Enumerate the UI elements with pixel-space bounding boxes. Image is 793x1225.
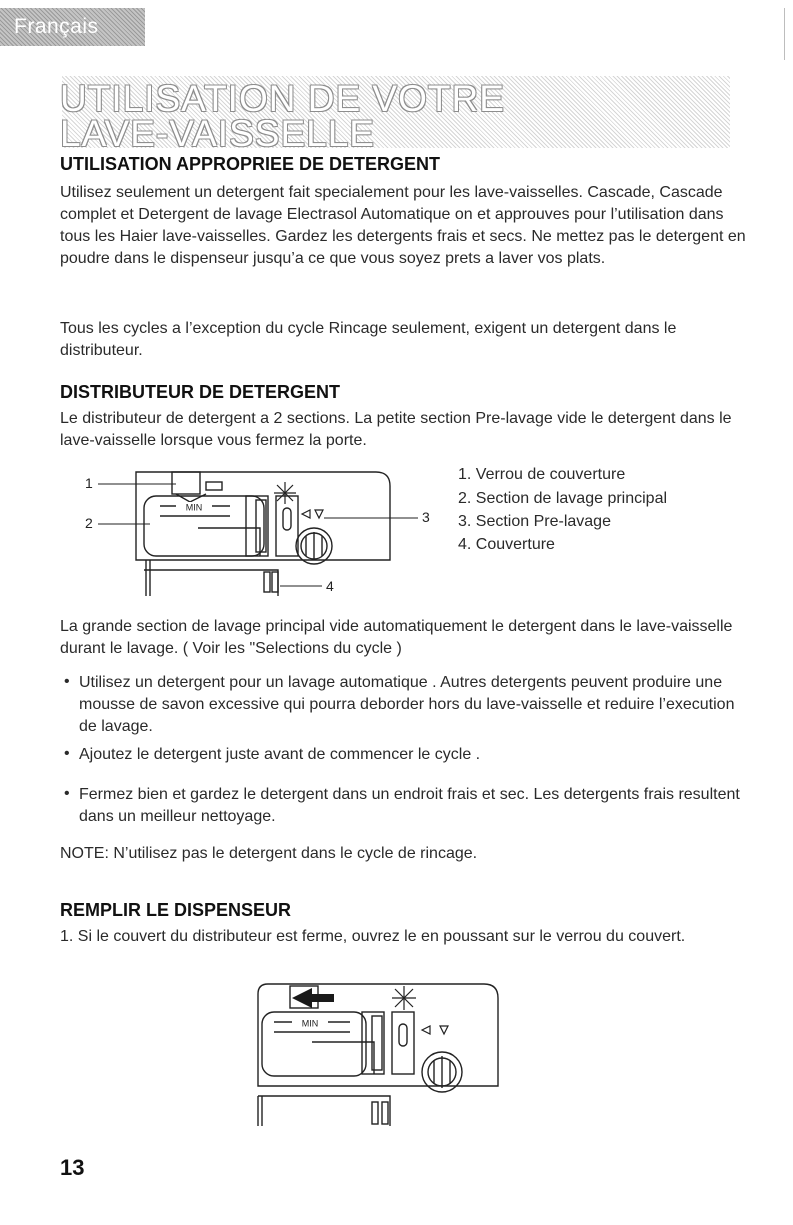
margin-rule — [784, 8, 785, 60]
bullet-icon: • — [64, 745, 70, 762]
section-heading-fill-dispenser: REMPLIR LE DISPENSEUR — [60, 900, 292, 920]
min-label: MIN — [301, 1018, 319, 1029]
note: NOTE: N’utilisez pas le detergent dans le cycle de rincage. — [60, 845, 478, 862]
callout-3: 3 — [422, 509, 430, 525]
section-heading-detergent-usage: UTILISATION APPROPRIEE DE DETERGENT — [60, 154, 441, 174]
callout-1: 1 — [85, 475, 93, 491]
bullet-item: • Ajoutez le detergent juste avant de commencer le cycle . — [64, 745, 481, 763]
dispenser-open-diagram — [254, 978, 504, 1128]
dispenser-diagram — [80, 468, 440, 598]
legend-item: 3. Section Pre-lavage — [458, 513, 611, 530]
bullet-icon: • — [64, 785, 70, 802]
language-tab-label: Français — [14, 15, 99, 38]
page-title-line-2: LAVE-VAISSELLE — [60, 113, 375, 154]
paragraph-detergent-usage: Utilisez seulement un detergent fait specialement pour les lave-vaisselles. Cascade, Cascade complet et Detergent de lavage Electrasol Automatique on et approuves pour l’utilisation dans tous les Haier lave-vaisselles. Gardez les detergents frais et secs. Ne mettez pas le detergent en poudre dans le dispenseur jusqu’a ce que vous soyez prets a laver vos plats. — [60, 184, 746, 267]
legend-item: 2. Section de lavage principal — [458, 490, 668, 507]
paragraph-dispenser-sections: Le distributeur de detergent a 2 sections. La petite section Pre-lavage vide le detergent dans le lave-vaisselle lorsque vous fermez la porte. — [60, 410, 732, 449]
page-title-line-1: UTILISATION DE VOTRE — [60, 78, 505, 119]
callout-4: 4 — [326, 578, 334, 594]
bullet-item: • Utilisez un detergent pour un lavage automatique . Autres detergents peuvent produire une mousse de savon excessive qui pourra deborder hors du lave-vaisselle et reduire l’execution de lavage. — [64, 673, 735, 735]
bullet-item: • Fermez bien et gardez le detergent dans un endroit frais et sec. Les detergents frais resultent dans un meilleur nettoyage. — [64, 785, 740, 825]
min-label: MIN — [185, 502, 203, 513]
paragraph-cycles: Tous les cycles a l’exception du cycle Rincage seulement, exigent un detergent dans le distributeur. — [60, 320, 677, 359]
section-heading-dispenser: DISTRIBUTEUR DE DETERGENT — [60, 382, 341, 402]
step-1: 1. Si le couvert du distributeur est ferme, ouvrez le en poussant sur le verrou du couvert. — [60, 928, 686, 945]
legend-item: 1. Verrou de couverture — [458, 466, 626, 483]
paragraph-main-wash: La grande section de lavage principal vide automatiquement le detergent dans le lave-vaisselle durant le lavage. ( Voir les "Selections du cycle ) — [60, 618, 733, 657]
bullet-icon: • — [64, 673, 70, 690]
legend-item: 4. Couverture — [458, 536, 555, 553]
page-number: 13 — [60, 1155, 85, 1180]
callout-2: 2 — [85, 515, 93, 531]
language-tab — [0, 8, 145, 46]
push-arrow-icon — [292, 988, 334, 1008]
